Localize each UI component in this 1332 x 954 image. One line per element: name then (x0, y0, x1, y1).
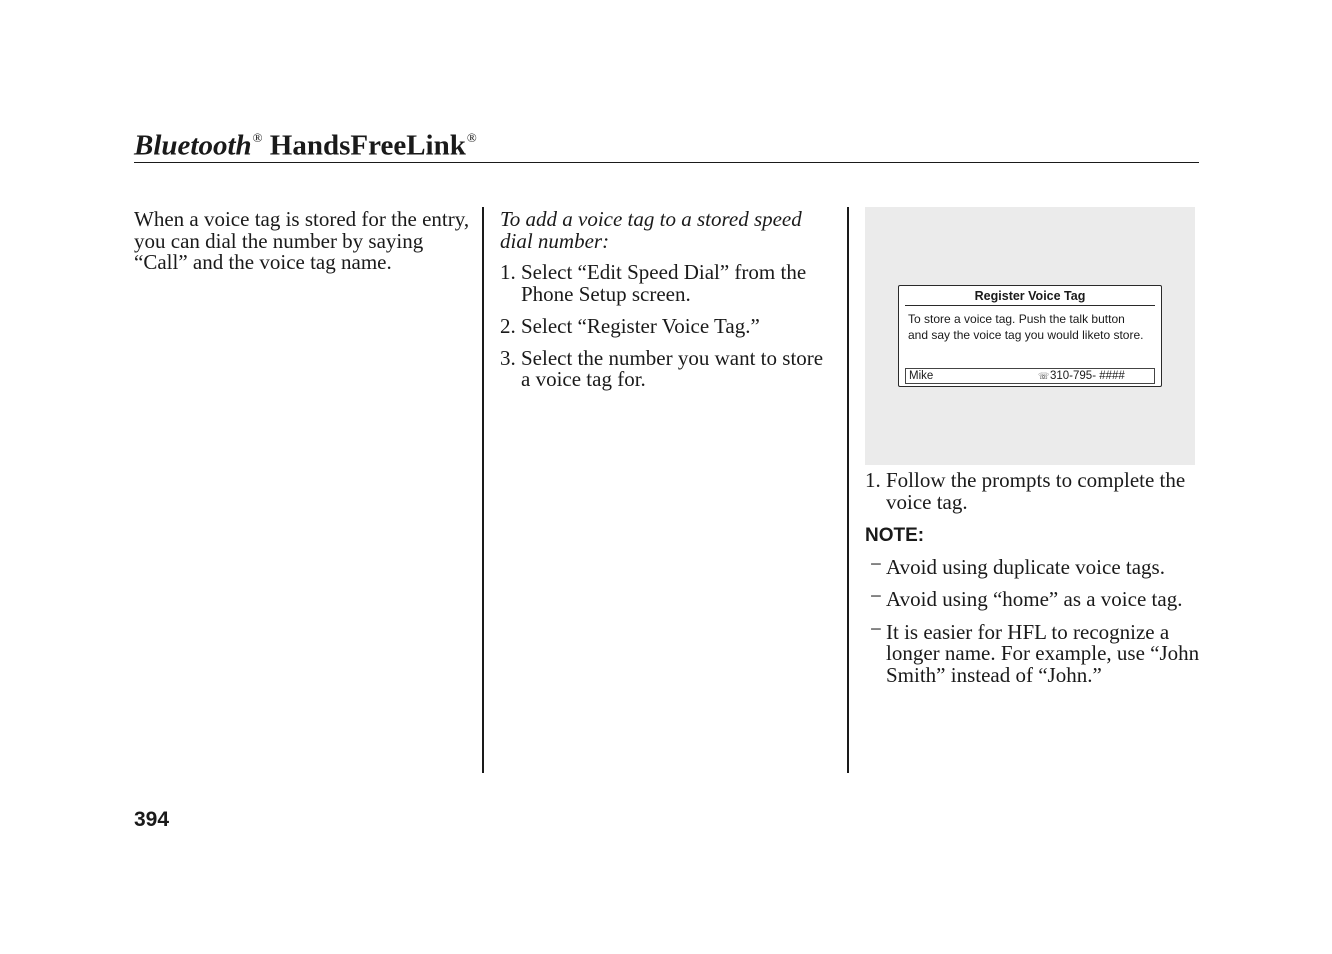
column-divider (482, 207, 484, 773)
list-item (865, 584, 1200, 611)
entry-number: 310-795- #### (1050, 370, 1125, 382)
note-label: NOTE: (865, 525, 925, 546)
dash-bullet: − (870, 551, 882, 576)
dash-bullet: − (870, 584, 882, 608)
step-text: Select “Register Voice Tag.” (521, 313, 760, 338)
page-header (134, 122, 477, 164)
speed-dial-entry (905, 368, 1155, 384)
note-text: Avoid using “home” as a voice tag. (886, 587, 1183, 611)
dialog-message: To store a voice tag. Push the talk button and say the voice tag you would liketo store. (908, 312, 1144, 342)
column-1 (134, 209, 474, 274)
column-3 (865, 470, 1200, 697)
note-text: It is easier for HFL to recognize a longer name. For example, use “John Smith” instead of “John.” (886, 619, 1200, 687)
list-item (500, 313, 830, 338)
header-title: HandsFreeLink (269, 129, 466, 162)
list-item (865, 470, 1200, 513)
steps-list (865, 470, 1200, 513)
register-voice-tag-dialog (898, 285, 1162, 387)
column-divider (847, 207, 849, 773)
screen-illustration (865, 207, 1195, 465)
step-text: Follow the prompts to complete the voice tag. (886, 468, 1186, 514)
step-number: 1. (865, 468, 881, 492)
dialog-title: Register Voice Tag (905, 289, 1155, 306)
entry-name: Mike (909, 370, 934, 382)
dash-bullet: − (870, 616, 882, 641)
step-number: 2. (500, 313, 516, 338)
list-item (865, 551, 1200, 579)
header-title-italic: Bluetooth (134, 129, 252, 162)
step-number: 1. (500, 260, 516, 284)
step-number: 3. (500, 345, 516, 370)
registered-mark: ® (252, 130, 263, 145)
list-item (500, 345, 830, 391)
header-divider (134, 162, 1199, 163)
column-2 (500, 209, 830, 401)
step-text: Select “Edit Speed Dial” from the Phone Setup screen. (521, 260, 807, 306)
list-item (500, 262, 830, 305)
list-item (865, 616, 1200, 687)
voice-tag-paragraph: When a voice tag is stored for the entry, you can dial the number by saying “Call” and the voice tag name. (134, 207, 470, 274)
note-text: Avoid using duplicate voice tags. (886, 554, 1165, 579)
notes-list (865, 551, 1200, 687)
registered-mark: ® (466, 130, 477, 145)
procedure-intro: To add a voice tag to a stored speed dial number: (500, 207, 802, 253)
step-text: Select the number you want to store a voice tag for. (521, 345, 824, 391)
page-number: 394 (134, 808, 170, 831)
steps-list (500, 262, 830, 391)
phone-icon: ☏ (1038, 371, 1050, 381)
